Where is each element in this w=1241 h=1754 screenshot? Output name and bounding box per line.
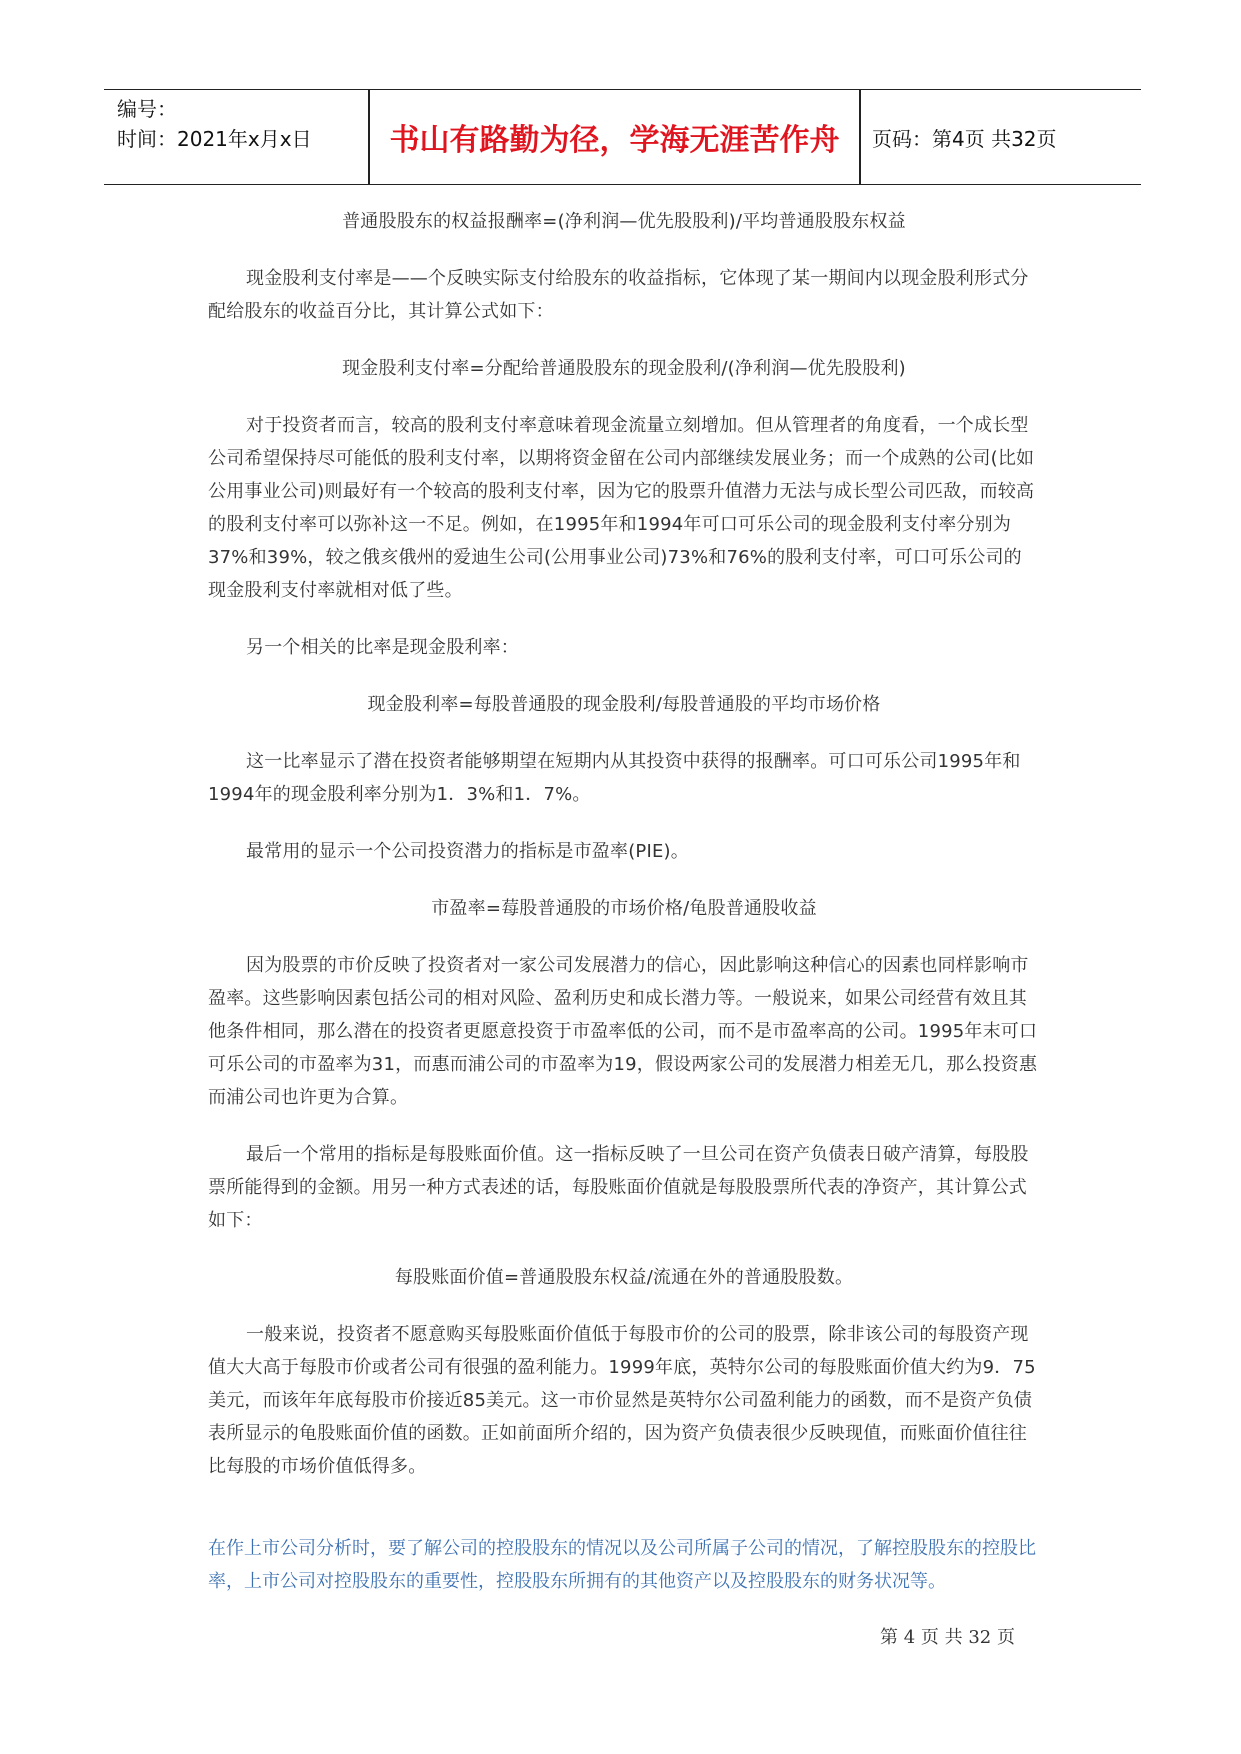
header-time-label: 时间：2021年x月x日: [117, 127, 312, 151]
header-meta: [117, 94, 367, 154]
page-header: [104, 89, 1141, 185]
paragraph-book-value-intro: 最后一个常用的指标是每股账面价值。这一指标反映了一旦公司在资产负债表日破产清算，每股股票所能得到的金额。用另一种方式表述的话，每股账面价值就是每股股票所代表的净资产，其计算公式如下：: [208, 1144, 1029, 1231]
formula-cash-dividend-payout: 现金股利支付率=分配给普通股股东的现金股利/(净利润—优先股股利): [342, 358, 906, 379]
paragraph-related-ratio: 另一个相关的比率是现金股利率：: [246, 637, 519, 658]
document-body: [208, 205, 1040, 1483]
header-divider: [859, 90, 861, 184]
formula-book-value: 每股账面价值=普通股股东权益/流通在外的普通股股数。: [394, 1267, 854, 1288]
paragraph-investor-view: 对于投资者而言，较高的股利支付率意味着现金流量立刻增加。但从管理者的角度看，一个成长型公司希望保持尽可能低的股利支付率，以期将资金留在公司内部继续发展业务；而一个成熟的公司(比如公用事业公司)则最好有一个较高的股利支付率，因为它的股票升值潜力无法与成长型公司匹敌，而较高的股利支付率可以弥补这一不足。例如，在1995年和1994年可口可乐公司的现金股利支付率分别为37%和39%，较之俄亥俄州的爱迪生公司(公用事业公司)73%和76%的股利支付率，可口可乐公司的现金股利支付率就相对低了些。: [208, 415, 1035, 601]
header-page-code: 页码：第4页 共32页: [872, 126, 1057, 151]
page-footer: 第 4 页 共 32 页: [880, 1627, 1015, 1648]
paragraph-book-value-explained: 一般来说，投资者不愿意购买每股账面价值低于每股市价的公司的股票，除非该公司的每股资产现值大大高于每股市价或者公司有很强的盈利能力。1999年底，英特尔公司的每股账面价值大约为9．75美元，而该年年底每股市价接近85美元。这一市价显然是英特尔公司盈利能力的函数，而不是资产负债表所显示的龟股账面价值的函数。正如前面所介绍的，因为资产负债表很少反映现值，而账面价值往往比每股的市场价值低得多。: [208, 1324, 1036, 1477]
header-motto: 书山有路勤为径，学海无涯苦作舟: [389, 123, 840, 158]
header-number-label: 编号：: [117, 97, 177, 121]
formula-cash-dividend-yield: 现金股利率=每股普通股的现金股利/每股普通股的平均市场价格: [367, 694, 881, 715]
paragraph-cash-dividend-payout: 现金股利支付率是——个反映实际支付给股东的收益指标，它体现了某一期间内以现金股利形式分配给股东的收益百分比，其计算公式如下：: [208, 268, 1029, 322]
paragraph-pe-explained: 因为股票的市价反映了投资者对一家公司发展潜力的信心，因此影响这种信心的因素也同样影响市盈率。这些影响因素包括公司的相对风险、盈利历史和成长潜力等。一般说来，如果公司经营有效且其他条件相同，那么潜在的投资者更愿意投资于市盈率低的公司，而不是市盈率高的公司。1995年末可口可乐公司的市盈率为31，而惠而浦公司的市盈率为19，假设两家公司的发展潜力相差无几，那么投资惠而浦公司也许更为合算。: [208, 955, 1038, 1108]
formula-pe-ratio: 市盈率=莓股普通股的市场价格/龟股普通股收益: [431, 898, 817, 919]
paragraph-yield-explained: 这一比率显示了潜在投资者能够期望在短期内从其投资中获得的报酬率。可口可乐公司1995年和1994年的现金股利率分别为1．3%和1．7%。: [208, 751, 1021, 805]
analysis-note: 在作上市公司分析时，要了解公司的控股股东的情况以及公司所属子公司的情况，了解控股股东的控股比率，上市公司对控股股东的重要性，控股股东所拥有的其他资产以及控股股东的财务状况等。: [208, 1538, 1036, 1592]
paragraph-pe-intro: 最常用的显示一个公司投资潜力的指标是市盈率(PIE)。: [246, 841, 689, 862]
formula-equity-return: 普通股股东的权益报酬率=(净利润—优先股股利)/平均普通股股东权益: [342, 211, 906, 232]
